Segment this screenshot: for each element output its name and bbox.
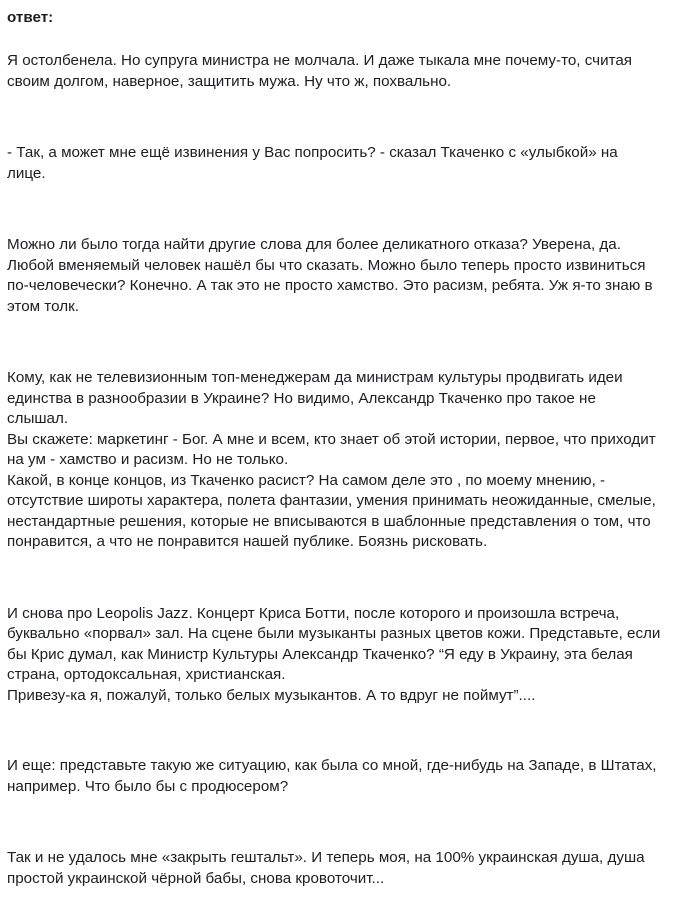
paragraph-minister-wife: Я остолбенела. Но супруга министра не молчала. И даже тыкала мне почему-то, считая своим долгом, наверное, защитить мужа. Ну что ж, похвально.	[7, 52, 633, 90]
paragraph-delicate-refusal: Можно ли было тогда найти другие слова для более деликатного отказа? Уверена, да. Любой вменяемый человек нашёл бы что сказать. Можно было теперь просто извиниться по-человечески? Конечно. А так это не просто хамство. Это расизм, ребята. Уж я-то знаю в этом толк.	[7, 236, 653, 315]
paragraph-leopolis-jazz: И снова про Leopolis Jazz. Концерт Криса Ботти, после которого и произошла встреча, буквально «порвал» зал. На сцене были музыканты разных цветов кожи. Представьте, если бы Крис думал, как Министр Культуры Александр Ткаченко? “Я еду в Украину, эта белая страна, ортодоксальная, христианская. Привезу-ка я, пожалуй, только белых музыкантов. А то вдруг не поймут”....	[7, 604, 661, 704]
clipped-previous-line	[7, 8, 679, 29]
paragraph-west-situation: И еще: представьте такую же ситуацию, как была со мной, где-нибудь на Западе, в Штатах, например. Что было бы с продюсером?	[7, 757, 657, 795]
paragraph-unity-diversity: Кому, как не телевизионным топ-менеджерам да министрам культуры продвигать идеи единства в разнообразии в Украине? Но видимо, Александр Ткаченко про такое не слышал. Вы скажете: маркетинг - Бог. А мне и всем, кто знает об этой истории, первое, что приходит на ум - хамство и расизм. Но не только. Какой, в конце концов, из Ткаченко расист? На самом деле это , по моему мнению, - отсутствие широты характера, полета фантазии, умения принимать неожиданные, смелые, нестандартные решения, которые не вписываются в шаблонные представления о том, что понравится, а что не понравится нашей публике. Боязнь рисковать.	[7, 369, 656, 550]
paragraph-gestalt: Так и не удалось мне «закрыть гештальт». И теперь моя, на 100% украинская душа, душа простой украинской чёрной бабы, снова кровоточит...	[7, 849, 645, 887]
paragraph-tkachenko-quote: - Так, а может мне ещё извинения у Вас попросить? - сказал Ткаченко с «улыбкой» на лице.	[7, 144, 618, 182]
clipped-heading-text: ответ:	[7, 8, 54, 26]
post-body-text	[7, 0, 679, 910]
